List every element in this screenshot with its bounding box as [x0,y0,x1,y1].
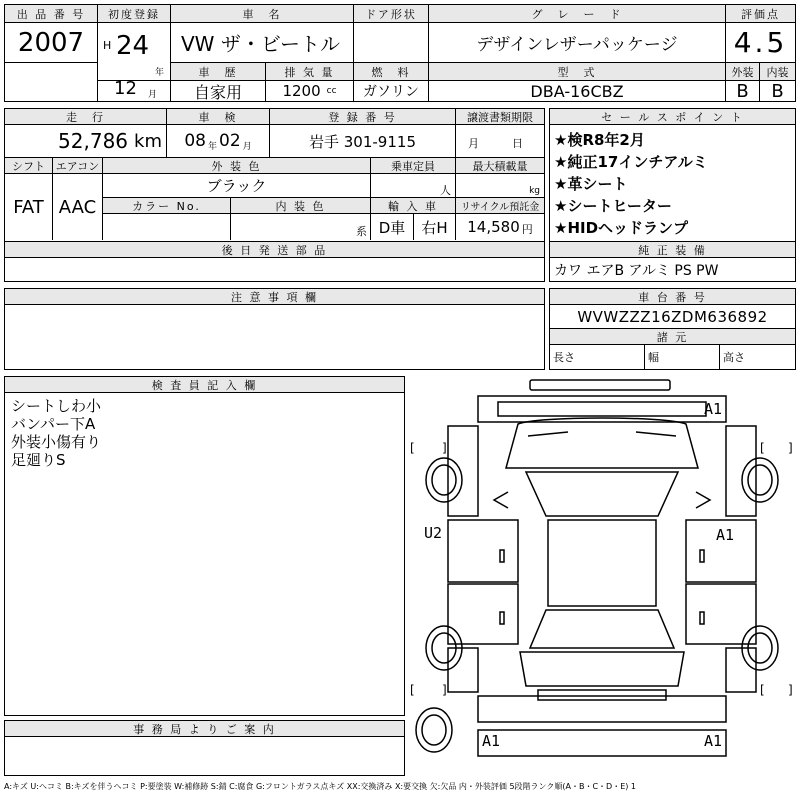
sales-points-block [549,108,796,242]
grade-value: デザインレザーパッケージ [429,23,726,63]
chassis-label: 車 台 番 号 [550,289,795,305]
chassis-number: WVWZZZ16ZDM636892 [550,305,795,329]
inspection-year-unit: 年 [207,141,217,152]
first-reg-label: 初度登録 [98,5,171,23]
dim-height-label: 高さ [723,351,745,364]
mileage-label: 走 行 [5,109,167,125]
mileage-cell [5,125,167,157]
capacity-unit: 人 [440,183,451,197]
color-value: ブラック [103,174,371,198]
shift-value: FAT [5,174,53,240]
handle-value: 右H [414,214,456,240]
inspection-year: 08 [184,131,206,151]
history-value: 自家用 [171,81,266,101]
load-label: 最大積載量 [456,158,544,174]
score-label: 評価点 [726,5,795,23]
equipment-label: 純 正 装 備 [550,242,795,258]
svg-text:]: ] [788,683,793,697]
shift-label: シフト [5,158,53,174]
transfer-day: 日 [512,137,523,150]
inspection-label: 車 検 [167,109,270,125]
recycle-value: 14,580 [467,218,520,236]
import-label: 輸 入 車 [371,198,456,214]
spec-block [4,158,545,242]
model-label: 型 式 [429,63,726,81]
fuel-value: ガソリン [354,81,429,101]
sales-point-1: ★検R8年2月 [554,131,645,149]
month-unit: 月 [148,90,158,100]
era-letter: H [103,39,112,52]
reg-label: 登 録 番 号 [270,109,456,125]
parts-value [5,258,544,280]
displacement-unit: cc [326,86,337,96]
dim-height [720,345,795,369]
inspector-line-2: バンパー下A [11,415,96,433]
sales-point-4: ★シートヒーター [554,197,672,215]
mark-bottom-right: A1 [704,732,723,750]
sales-points-label: セ ー ル ス ポ イ ン ト [550,109,795,125]
door-value [354,23,429,63]
history-label: 車 歴 [171,63,266,81]
exterior-value: B [726,81,760,101]
car-name-label: 車 名 [171,5,354,23]
lot-number: 2007 [5,23,98,63]
recycle-label: リサイクル預託金 [456,198,544,214]
door-label: ドア形状 [354,5,429,23]
transfer-label: 譲渡書類期限 [456,109,544,125]
svg-text:]: ] [442,683,447,697]
svg-text:]: ] [442,441,447,455]
color-no-label: カラー No. [103,198,231,214]
first-reg-month: 12 [114,81,137,99]
svg-text:[: [ [760,441,765,455]
recycle-cell [456,214,544,240]
mark-right-door: A1 [716,526,735,544]
svg-text:[: [ [410,441,415,455]
equipment-block [549,242,796,282]
first-reg-month-cell [98,81,171,101]
dim-length-label: 長さ [553,351,575,364]
parts-label: 後 日 発 送 部 品 [5,242,544,258]
first-reg-year: 24 [116,31,150,61]
dim-width [645,345,720,369]
int-color-unit: 系 [356,225,367,238]
svg-text:[: [ [760,683,765,697]
chassis-block [549,288,796,370]
car-name: VW ザ・ビートル [171,23,354,63]
svg-text:[: [ [410,683,415,697]
mark-top-right: A1 [704,400,723,418]
header-block [4,4,796,102]
lot-blank [5,63,98,101]
notes-label: 注 意 事 項 欄 [5,289,544,305]
notes-block [4,288,545,370]
office-label: 事 務 局 よ り ご 案 内 [5,721,404,737]
recycle-unit: 円 [521,223,533,236]
int-color-cell [231,214,371,240]
first-reg-year-cell [98,23,171,81]
inspection-cell [167,125,270,157]
ac-value: AAC [53,174,103,240]
year-unit: 年 [155,68,165,78]
inspection-month: 02 [219,131,241,151]
inspector-line-1: シートしわ小 [11,397,102,415]
mileage-value: 52,786 [58,129,129,153]
lot-label: 出 品 番 号 [5,5,98,23]
car-damage-diagram [408,376,796,776]
dimensions-label: 諸 元 [550,329,795,345]
model-value: DBA-16CBZ [429,81,726,101]
interior-label: 内装 [760,63,795,81]
grade-label: グ レ ー ド [429,5,726,23]
mileage-unit: km [134,130,162,152]
color-no-value [103,214,231,240]
office-block [4,720,405,776]
svg-text:]: ] [788,441,793,455]
mark-bottom-left: A1 [482,732,501,750]
parts-block [4,242,545,282]
inspector-label: 検 査 員 記 入 欄 [5,377,404,393]
inspection-month-unit: 月 [242,141,252,152]
fuel-label: 燃 料 [354,63,429,81]
transfer-month: 月 [468,137,479,150]
score-value: 4.5 [726,23,795,63]
import-value: D車 [371,214,414,240]
dim-width-label: 幅 [648,351,659,364]
dim-length [550,345,645,369]
inspector-block [4,376,405,716]
legend-text: A:キズ U:ヘコミ B:キズを伴うヘコミ P:要塗装 W:補修跡 S:錆 C:腐食 G:フロントガラス点キズ XX:交換済み X:要交換 欠:欠品 内・外装評価 5段階ランク順(A・B・C・D・E) 1 [4,782,637,791]
sales-point-3: ★革シート [554,175,628,193]
inspector-line-3: 外装小傷有り [11,433,102,451]
capacity-label: 乗車定員 [371,158,456,174]
sales-point-2: ★純正17インチアルミ [554,153,708,171]
mark-left-door: U2 [424,524,443,542]
interior-value: B [771,81,784,101]
color-label: 外 装 色 [103,158,371,174]
load-unit: kg [529,185,540,196]
mileage-block [4,108,545,158]
displacement-cell [266,81,354,101]
displacement-value: 1200 [282,82,321,100]
ac-label: エアコン [53,158,103,174]
displacement-label: 排 気 量 [266,63,354,81]
exterior-label: 外装 [726,63,760,81]
int-color-label: 内 装 色 [231,198,371,214]
sales-point-5: ★HIDヘッドランプ [554,219,689,237]
capacity-cell [371,174,456,198]
inspector-line-4: 足廻りS [11,451,66,469]
equipment-value: カワ エアB アルミ PS PW [554,263,719,279]
reg-number: 岩手 301-9115 [270,125,456,157]
load-cell [456,174,544,198]
transfer-cell [456,125,544,157]
